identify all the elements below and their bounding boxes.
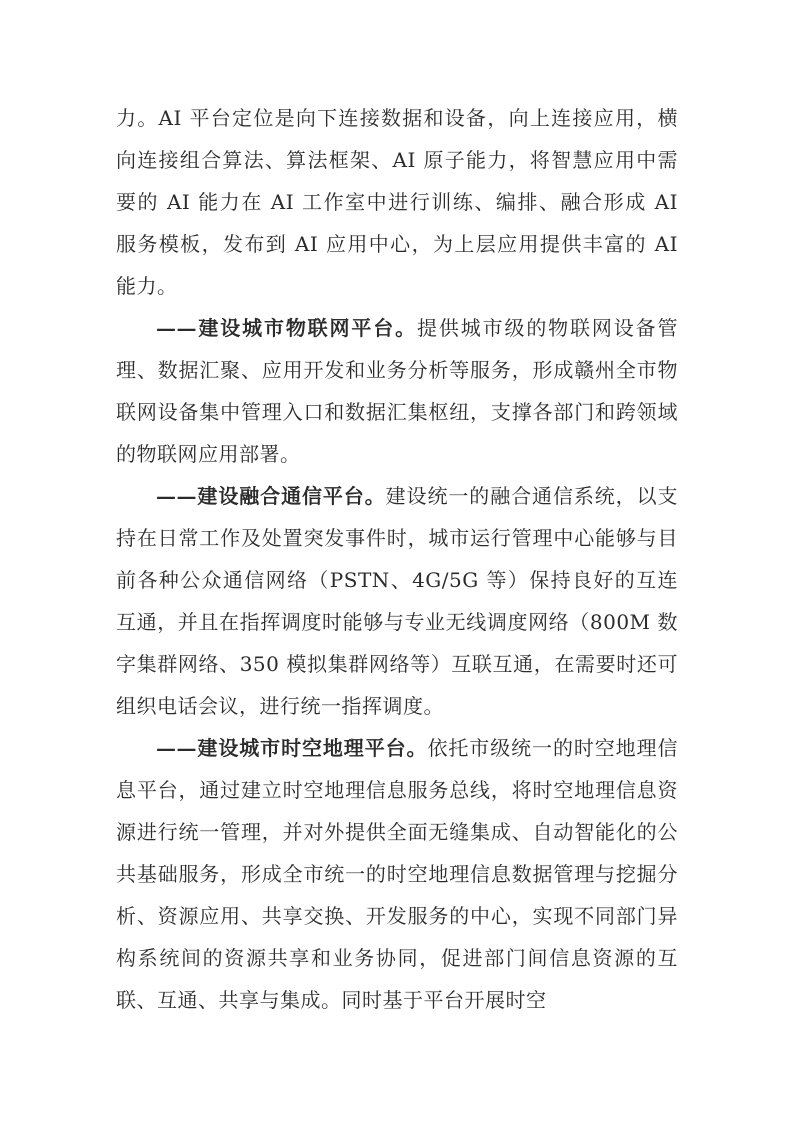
paragraph-lead: ——建设融合通信平台。: [156, 484, 386, 508]
paragraph-lead: ——建设城市物联网平台。: [156, 316, 417, 340]
paragraph-lead: ——建设城市时空地理平台。: [156, 736, 428, 760]
document-text-block: [116, 97, 678, 1021]
paragraph-body: 提供城市级的物联网设备管理、数据汇聚、应用开发和业务分析等服务，形成赣州全市物联网设备集中管理入口和数据汇集枢纽，支撑各部门和跨领域的物联网应用部署。: [116, 316, 678, 466]
paragraph-converged-communication-platform: [116, 475, 678, 727]
paragraph-body: 力。AI 平台定位是向下连接数据和设备，向上连接应用，横向连接组合算法、算法框架、AI 原子能力，将智慧应用中需要的 AI 能力在 AI 工作室中进行训练、编排、融合形成 AI 服务模板，发布到 AI 应用中心，为上层应用提供丰富的 AI 能力。: [116, 106, 678, 298]
paragraph-body: 依托市级统一的时空地理信息平台，通过建立时空地理信息服务总线，将时空地理信息资源进行统一管理，并对外提供全面无缝集成、自动智能化的公共基础服务，形成全市统一的时空地理信息数据管理与挖掘分析、资源应用、共享交换、开发服务的中心，实现不同部门异构系统间的资源共享和业务协同，促进部门间信息资源的互联、互通、共享与集成。同时基于平台开展时空: [116, 736, 679, 1012]
paragraph-body: 建设统一的融合通信系统，以支持在日常工作及处置突发事件时，城市运行管理中心能够与目前各种公众通信网络（PSTN、4G/5G 等）保持良好的互连互通，并且在指挥调度时能够与专业无线调度网络（800M 数字集群网络、350 模拟集群网络等）互联互通，在需要时还可组织电话会议，进行统一指挥调度。: [116, 484, 679, 718]
paragraph-ai-platform-continuation: [116, 97, 678, 307]
paragraph-iot-platform: [116, 307, 678, 475]
paragraph-spatiotemporal-geographic-platform: [116, 727, 678, 1021]
